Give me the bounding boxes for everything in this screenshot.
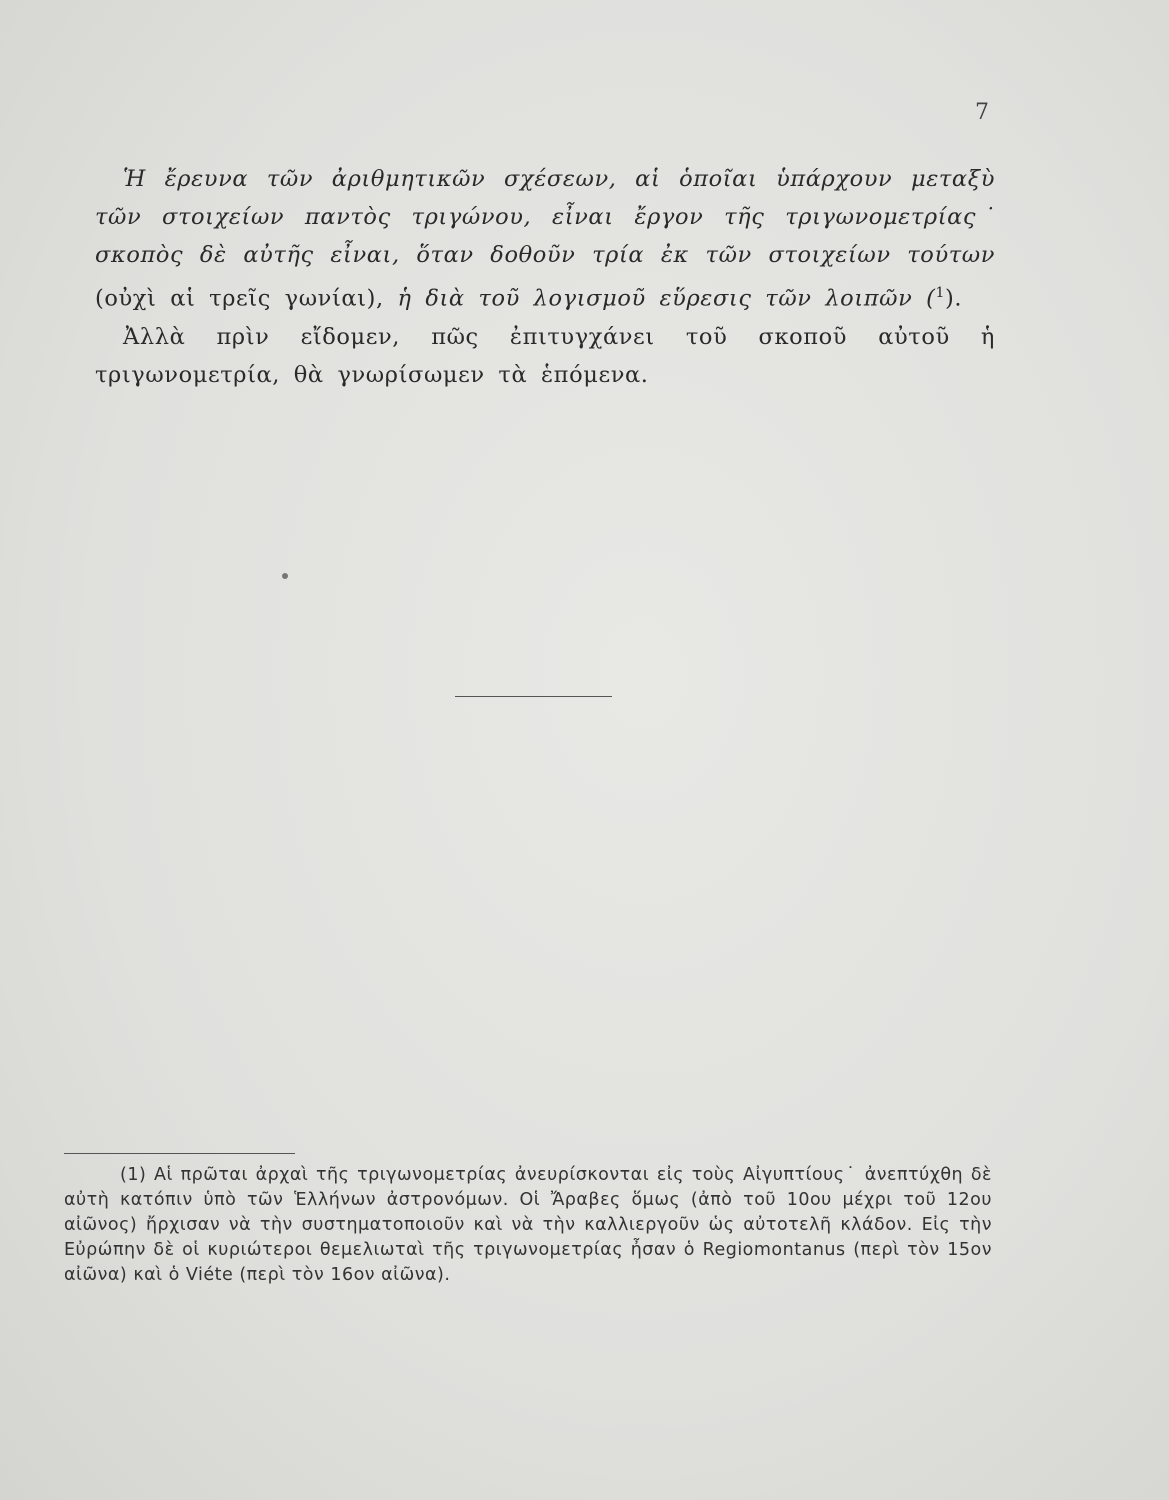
section-divider	[455, 696, 612, 697]
footnote	[64, 1163, 992, 1288]
page-number: 7	[975, 100, 989, 125]
ink-dot	[282, 573, 288, 579]
footnote-divider	[64, 1153, 295, 1154]
footnote-reference: 1	[935, 285, 946, 301]
paragraph-1	[95, 160, 995, 318]
paragraph-1-text: Ἡ ἔρευνα τῶν ἀριθμητικῶν σχέσεων, αἱ ὁποῖαι ὑπάρχουν μεταξὺ τῶν στοιχείων παντὸς τριγώνου, εἶναι ἔργον τῆς τριγωνομετρίας˙ σκοπὸς δὲ αὐτῆς εἶναι, ὅταν δοθοῦν τρία ἐκ τῶν στοιχείων τούτων	[95, 166, 995, 268]
paragraph-1-end: ἡ διὰ τοῦ λογισμοῦ εὕρεσις τῶν λοιπῶν (	[397, 285, 936, 312]
footnote-text: (1) Αἱ πρῶται ἀρχαὶ τῆς τριγωνομετρίας ἀνευρίσκονται εἰς τοὺς Αἰγυπτίους˙ ἀνεπτύχθη δὲ αὐτὴ κατόπιν ὑπὸ τῶν Ἑλλήνων ἀστρονόμων. Οἱ Ἄραβες ὅμως (ἀπὸ τοῦ 10ου μέχρι τοῦ 12ου αἰῶνος) ἤρχισαν νὰ τὴν συστηματοποιοῦν καὶ νὰ τὴν καλλιεργοῦν ὡς αὐτοτελῆ κλάδον. Εἰς τὴν Εὐρώπην δὲ οἱ κυριώτεροι θεμελιωταὶ τῆς τριγωνομετρίας ἦσαν ὁ Regiomontanus (περὶ τὸν 15ον αἰῶνα) καὶ ὁ Viéte (περὶ τὸν 16ον αἰῶνα).	[64, 1165, 992, 1285]
main-text	[95, 160, 995, 394]
paragraph-2: Ἀλλὰ πρὶν εἴδομεν, πῶς ἐπιτυγχάνει τοῦ σκοποῦ αὐτοῦ ἡ τριγωνομετρία, θὰ γνωρίσωμεν τὰ ἑπόμενα.	[95, 323, 995, 388]
paragraph-1-close: ).	[945, 285, 963, 312]
paragraph-1-upright: (οὐχὶ αἱ τρεῖς γωνίαι),	[95, 285, 384, 312]
